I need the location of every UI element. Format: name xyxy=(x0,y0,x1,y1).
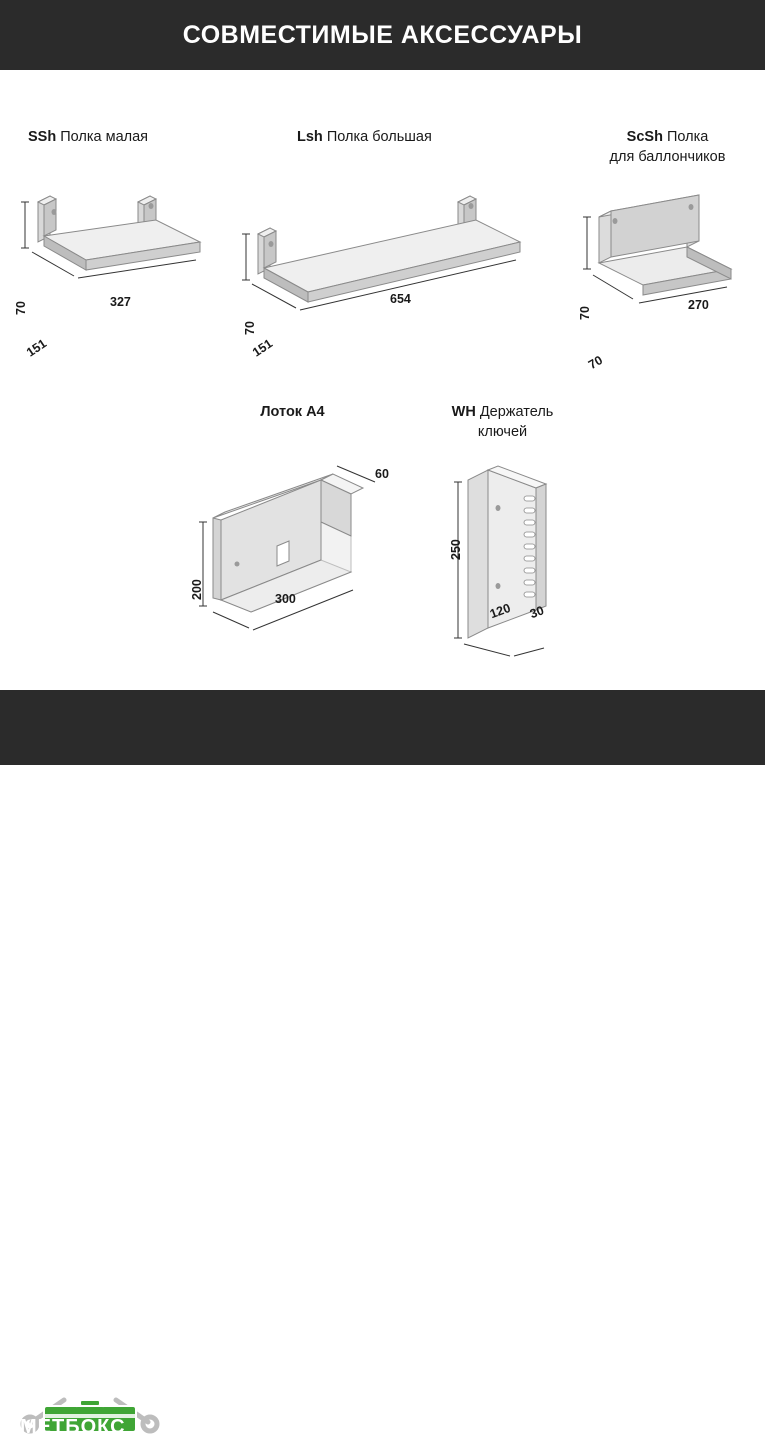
accessories-diagram xyxy=(0,70,765,690)
scsh-dim-depth: 70 xyxy=(586,353,606,373)
scsh-dim-height: 70 xyxy=(578,306,592,320)
product-scsh-code: ScSh xyxy=(626,129,663,145)
page-header xyxy=(0,0,765,70)
ssh-dim-width: 327 xyxy=(110,295,131,309)
tray-dim-height: 200 xyxy=(190,579,204,600)
wh-dim-width: 120 xyxy=(488,600,513,622)
product-ssh-code: SSh xyxy=(28,129,57,145)
scsh-dim-width: 270 xyxy=(688,298,709,312)
product-scsh xyxy=(580,128,755,167)
wh-dim-depth: 30 xyxy=(528,603,546,622)
product-lsh xyxy=(297,128,527,148)
product-ssh-title xyxy=(28,128,218,148)
product-wh-code: WH xyxy=(451,404,476,420)
product-ssh-name: Полка малая xyxy=(60,129,149,145)
product-lsh-title xyxy=(297,128,527,148)
brand-name: МЕТБОКС xyxy=(20,1416,126,1438)
product-scsh-title xyxy=(580,128,755,167)
product-lsh-drawing xyxy=(240,190,540,330)
product-tray-drawing xyxy=(185,460,405,650)
page-footer xyxy=(0,690,765,1438)
page-title: СОВМЕСТИМЫЕ АКСЕССУАРЫ xyxy=(182,20,583,49)
tray-a4-illustration xyxy=(185,460,405,650)
product-tray-code: Лоток A4 xyxy=(260,404,325,420)
lsh-dim-height: 70 xyxy=(243,321,257,335)
product-wh-name2: ключей xyxy=(477,423,528,440)
product-scsh-drawing xyxy=(575,195,760,330)
product-ssh xyxy=(28,128,218,148)
lsh-dim-width: 654 xyxy=(390,292,411,306)
product-scsh-name2: для баллончиков xyxy=(609,148,726,165)
lsh-dim-depth: 151 xyxy=(250,336,276,360)
ssh-dim-height: 70 xyxy=(14,301,28,315)
product-scsh-name: Полка xyxy=(666,129,709,145)
product-lsh-code: Lsh xyxy=(297,129,323,145)
product-tray-title xyxy=(210,403,375,423)
product-wh xyxy=(415,403,590,442)
product-tray xyxy=(210,403,375,423)
product-wh-title xyxy=(415,403,590,442)
scsh-shelf-illustration xyxy=(575,195,760,330)
product-wh-name: Держатель xyxy=(479,404,554,420)
tray-dim-width: 300 xyxy=(275,592,296,606)
tray-dim-depth: 60 xyxy=(375,467,389,481)
lsh-shelf-illustration xyxy=(240,190,540,330)
product-lsh-name: Полка большая xyxy=(326,129,432,145)
ssh-dim-depth: 151 xyxy=(24,336,50,360)
wh-dim-height: 250 xyxy=(449,539,463,560)
